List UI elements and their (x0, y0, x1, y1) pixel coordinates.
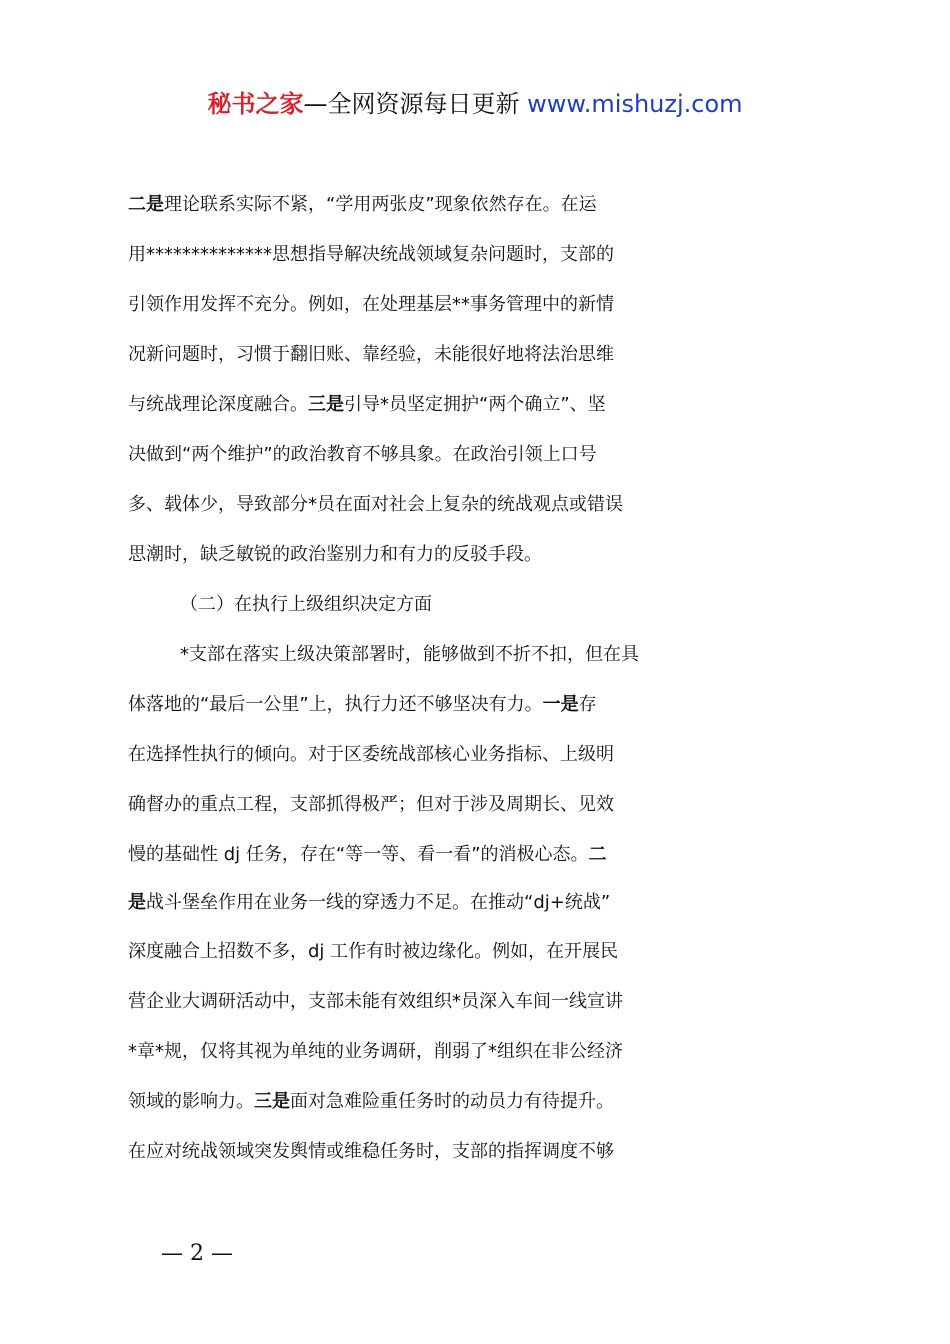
text-line (128, 235, 848, 275)
line-text: 思潮时，缺乏敏锐的政治鉴别力和有力的反驳手段。 (128, 544, 542, 565)
line-text: 体落地的“最后一公里”上，执行力还不够坚决有力。 (128, 694, 543, 715)
line-text: 营企业大调研活动中，支部未能有效组织*员深入车间一线宣讲 (128, 991, 623, 1012)
line-text: 深度融合上招数不多，dj 工作有时被边缘化。例如，在开展民 (128, 941, 619, 962)
text-line (128, 785, 848, 825)
line-text: 引导*员坚定拥护“两个确立”、坚 (344, 394, 606, 415)
line-text: 在选择性执行的倾向。对于区委统战部核心业务指标、上级明 (128, 744, 614, 765)
line-text: 慢的基础性 dj 任务，存在“等一等、看一看”的消极心态。 (128, 844, 589, 865)
line-text: 面对急难险重任务时的动员力有待提升。 (290, 1091, 614, 1112)
line-text: 存 (578, 694, 597, 715)
text-line (128, 1132, 848, 1172)
line-text: 引领作用发挥不充分。例如，在处理基层**事务管理中的新情 (128, 294, 614, 315)
text-line (128, 932, 848, 972)
line-text: *章*规，仅将其视为单纯的业务调研，削弱了*组织在非公经济 (128, 1041, 623, 1062)
line-text: 确督办的重点工程，支部抓得极严；但对于涉及周期长、见效 (128, 794, 614, 815)
page-number: — 2 — (161, 1241, 233, 1266)
text-line (128, 1082, 848, 1122)
text-line (180, 635, 900, 675)
text-line (128, 335, 848, 375)
line-text: 用**************思想指导解决统战领域复杂问题时，支部的 (128, 244, 614, 265)
brand-name: 秘书之家 (207, 90, 304, 118)
text-line (128, 435, 848, 475)
text-line (128, 535, 848, 575)
text-line (128, 485, 848, 525)
bold-lead: 二 (588, 844, 607, 865)
bold-lead: 二是 (128, 194, 164, 215)
line-text: 况新问题时，习惯于翻旧账、靠经验，未能很好地将法治思维 (128, 344, 614, 365)
site-url[interactable]: www.mishuzj.com (527, 90, 743, 118)
text-line (128, 285, 848, 325)
line-text: 在应对统战领域突发舆情或维稳任务时，支部的指挥调度不够 (128, 1141, 614, 1162)
text-line (128, 982, 848, 1022)
bold-lead: 一是 (542, 694, 579, 715)
text-line (128, 685, 848, 725)
bold-lead: 三是 (254, 1091, 290, 1112)
line-text: 战斗堡垒作用在业务一线的穿透力不足。在推动“dj+统战” (146, 892, 611, 913)
bold-lead: 是 (128, 892, 146, 913)
line-text: 领域的影响力。 (128, 1091, 254, 1112)
line-text: 决做到“两个维护”的政治教育不够具象。在政治引领上口号 (128, 444, 597, 465)
text-line (128, 1032, 848, 1072)
line-text: 理论联系实际不紧，“学用两张皮”现象依然存在。在运 (164, 194, 597, 215)
line-text: *支部在落实上级决策部署时，能够做到不折不扣，但在具 (180, 644, 639, 665)
site-header (0, 86, 950, 122)
bold-lead: 三是 (308, 394, 344, 415)
line-text: （二）在执行上级组织决定方面 (180, 594, 432, 615)
section-heading (180, 585, 900, 625)
site-tagline: —全网资源每日更新 (303, 90, 528, 118)
text-line (128, 835, 848, 875)
line-text: 多、载体少，导致部分*员在面对社会上复杂的统战观点或错误 (128, 494, 623, 515)
text-line (128, 735, 848, 775)
text-line (128, 883, 848, 923)
text-line (128, 185, 848, 225)
text-line (128, 385, 848, 425)
line-text: 与统战理论深度融合。 (128, 394, 308, 415)
